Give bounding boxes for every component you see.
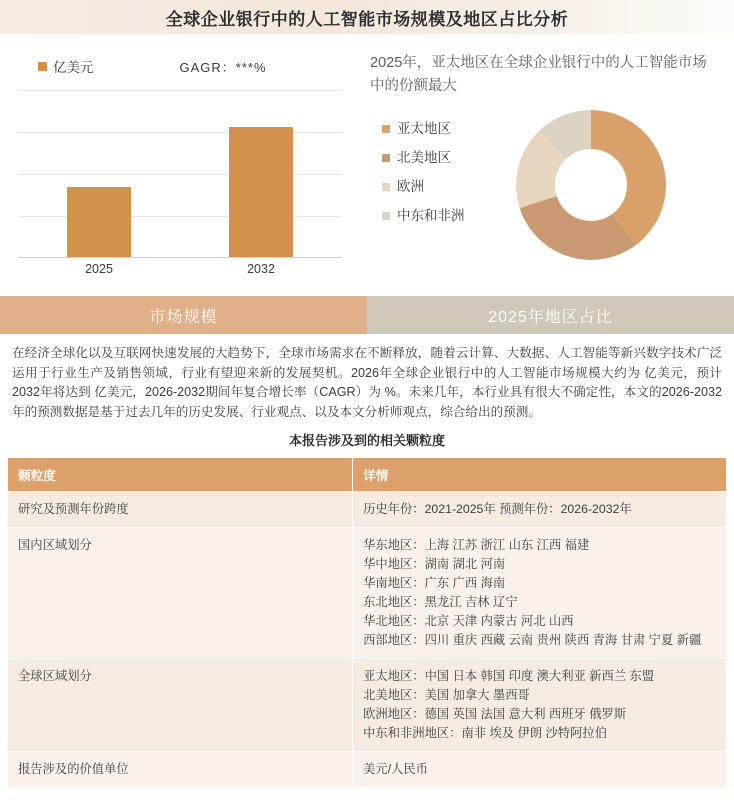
bar-chart-panel	[0, 38, 360, 296]
bar-slot	[18, 90, 180, 257]
row-label: 全球区域划分	[8, 659, 353, 752]
detail-line: 华北地区：北京 天津 内蒙古 河北 山西	[363, 614, 574, 628]
row-label: 报告涉及的价值单位	[8, 752, 353, 788]
legend-swatch-icon	[382, 154, 390, 162]
table-header-detail: 详情	[353, 458, 727, 492]
donut-legend-label: 欧洲	[397, 179, 424, 194]
table-row	[8, 752, 727, 788]
band-label-market-size: 市场规模	[0, 296, 367, 334]
detail-line: 华东地区：上海 江苏 浙江 山东 江西 福建	[363, 538, 590, 552]
summary-paragraph: 在经济全球化以及互联网快速发展的大趋势下，全球市场需求在不断释放，随着云计算、大数据、人工智能等新兴数字技术广泛运用于行业生产及销售领域，行业有望迎来新的发展契机。2026年全球企业银行中的人工智能市场规模大约为 亿美元，预计2032年将达到 亿美元，2026-2032期间年复合增长率（CAGR）为 %。未来几年，本行业具有很大不确定性，本文的2026-2032年的预测数据是基于过去几年的历史发展、行业观点、以及本文分析师观点，综合给出的预测。	[12, 346, 722, 419]
bar-chart	[18, 90, 342, 276]
donut-legend-label: 北美地区	[397, 150, 451, 165]
legend-swatch-icon	[38, 62, 47, 71]
band-label-region-share: 2025年地区占比	[367, 296, 734, 334]
table-header-granularity: 颗粒度	[8, 458, 353, 492]
table-caption: 本报告涉及到的相关颗粒度	[288, 433, 445, 448]
row-detail	[353, 752, 727, 788]
donut-legend	[360, 110, 502, 260]
detail-line: 历史年份：2021-2025年 预测年份：2026-2032年	[363, 502, 632, 516]
table-row	[8, 528, 727, 659]
table-row	[8, 492, 727, 528]
detail-line: 中东和非洲地区：南非 埃及 伊朗 沙特阿拉伯	[363, 726, 608, 740]
table-row	[8, 659, 727, 752]
bar-series	[18, 90, 342, 257]
detail-line: 东北地区：黑龙江 吉林 辽宁	[363, 595, 518, 609]
donut-legend-item[interactable]	[382, 149, 502, 167]
gagr-label: GAGR：***%	[179, 59, 267, 75]
section-band	[0, 296, 734, 334]
donut-legend-label: 中东和非洲	[397, 208, 465, 223]
row-label: 研究及预测年份跨度	[8, 492, 353, 528]
bar-chart-legend	[38, 56, 360, 76]
donut-chart[interactable]	[516, 110, 666, 260]
row-detail	[353, 492, 727, 528]
detail-line: 西部地区：四川 重庆 西藏 云南 贵州 陕西 青海 甘肃 宁夏 新疆	[363, 633, 702, 647]
legend-label: 亿美元	[53, 60, 94, 75]
table-header-row	[8, 458, 727, 492]
donut-chart-panel	[360, 38, 734, 296]
row-detail	[353, 528, 727, 659]
donut-legend-item[interactable]	[382, 178, 502, 196]
detail-line: 华中地区：湖南 湖北 河南	[363, 557, 506, 571]
detail-line: 华南地区：广东 广西 海南	[363, 576, 506, 590]
detail-line: 欧洲地区：德国 英国 法国 意大利 西班牙 俄罗斯	[363, 707, 627, 721]
bar-2032[interactable]	[229, 127, 293, 257]
row-label: 国内区域划分	[8, 528, 353, 659]
granularity-table	[7, 457, 727, 788]
donut-legend-item[interactable]	[382, 120, 502, 138]
donut-chart-body	[360, 110, 734, 260]
donut-chart-heading: 2025年，亚太地区在全球企业银行中的人工智能市场中的份额最大	[370, 55, 707, 94]
detail-line: 北美地区：美国 加拿大 墨西哥	[363, 688, 530, 702]
x-tick-label: 2025	[85, 262, 113, 276]
legend-swatch-icon	[382, 125, 390, 133]
legend-swatch-icon	[382, 212, 390, 220]
donut-legend-label: 亚太地区	[397, 121, 451, 136]
page-title: 全球企业银行中的人工智能市场规模及地区占比分析	[165, 9, 569, 29]
bar-2025[interactable]	[67, 187, 131, 257]
bar-slot	[180, 90, 342, 257]
legend-swatch-icon	[382, 183, 390, 191]
top-section	[0, 34, 734, 296]
page-header	[0, 0, 734, 34]
x-tick-label: 2032	[247, 262, 275, 276]
axis-line	[18, 257, 342, 258]
detail-line: 美元/人民币	[363, 762, 429, 776]
x-axis-labels	[18, 262, 342, 276]
row-detail	[353, 659, 727, 752]
detail-line: 亚太地区：中国 日本 韩国 印度 澳大利亚 新西兰 东盟	[363, 669, 655, 683]
donut-legend-item[interactable]	[382, 207, 502, 225]
